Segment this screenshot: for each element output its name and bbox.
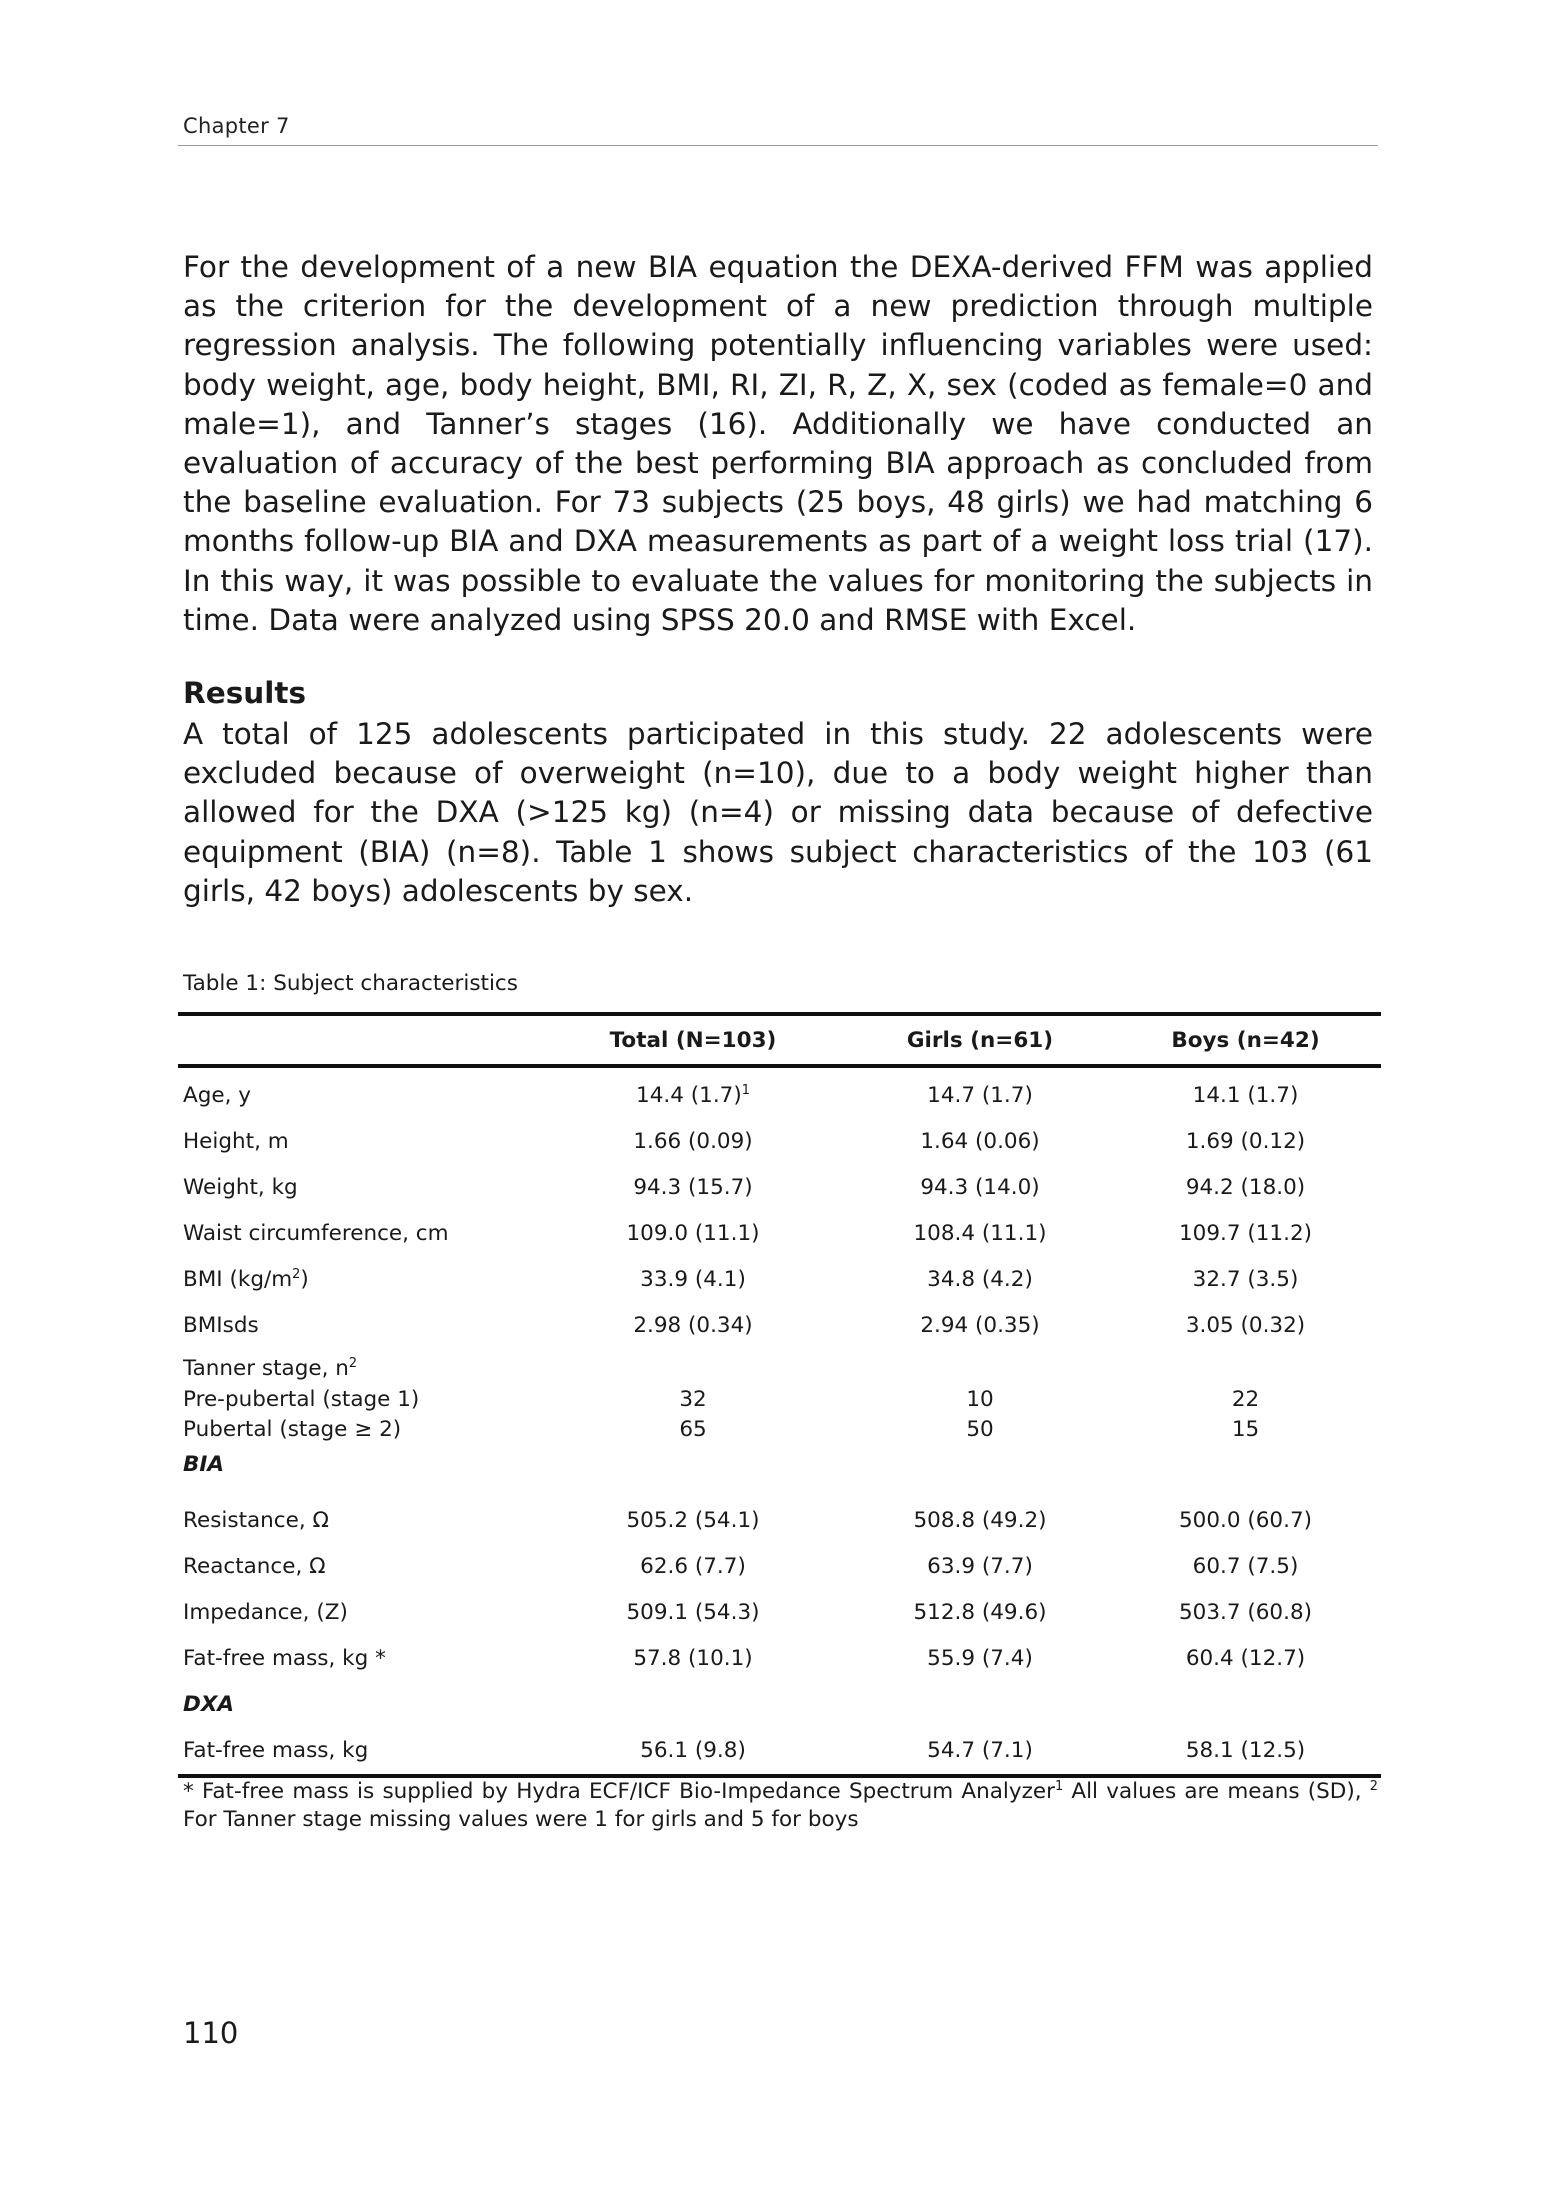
cell-total: 32 65 bbox=[679, 1386, 707, 1442]
row-label: Tanner stage, $n^2$ Pre-pubertal (stage 1) Pubertal (stage ≥ 2) bbox=[183, 1355, 420, 1442]
cell-girls: 55.9 (7.4) bbox=[927, 1646, 1033, 1671]
row-label: Weight, kg bbox=[183, 1174, 298, 1200]
column-header-total: Total (N=103) bbox=[536, 1014, 850, 1066]
cell-boys: 60.7 (7.5) bbox=[1192, 1554, 1299, 1579]
table-row bbox=[178, 1498, 1381, 1544]
row-label: BMIsds bbox=[183, 1312, 259, 1338]
table-caption: Table 1: Subject characteristics bbox=[183, 971, 518, 996]
cell-girls: 54.7 (7.1) bbox=[850, 1728, 1110, 1776]
column-header-blank bbox=[178, 1014, 536, 1066]
table-section-bia bbox=[178, 1452, 1381, 1498]
cell-girls: 10 50 bbox=[966, 1386, 994, 1442]
cell-girls: 512.8 (49.6) bbox=[913, 1600, 1047, 1625]
cell-boys: 58.1 (12.5) bbox=[1110, 1728, 1381, 1776]
header-rule bbox=[178, 145, 1378, 146]
cell-boys: 1.69 (0.12) bbox=[1185, 1128, 1306, 1154]
cell-total: 62.6 (7.7) bbox=[640, 1554, 746, 1579]
cell-boys: 22 15 bbox=[1231, 1386, 1260, 1442]
column-header-boys: Boys (n=42) bbox=[1110, 1014, 1381, 1066]
table-row bbox=[178, 1066, 1381, 1118]
cell-girls: 63.9 (7.7) bbox=[927, 1554, 1033, 1579]
subject-characteristics-table bbox=[178, 1012, 1381, 1778]
table-row bbox=[178, 1210, 1381, 1256]
row-label: BMI $(kg/m^2)$ bbox=[183, 1266, 309, 1292]
cell-total: 1.66 (0.09) bbox=[633, 1128, 753, 1154]
cell-girls: 108.4 (11.1) bbox=[913, 1220, 1047, 1246]
cell-total: 14.4 $(1.7)^1$ bbox=[636, 1082, 750, 1108]
row-label: Waist circumference, cm bbox=[183, 1220, 449, 1246]
table-header-row bbox=[178, 1014, 1381, 1066]
cell-girls: 508.8 (49.2) bbox=[913, 1508, 1047, 1533]
row-label: Height, m bbox=[183, 1128, 289, 1154]
cell-total: 509.1 (54.3) bbox=[626, 1600, 760, 1625]
cell-boys: 3.05 (0.32) bbox=[1185, 1312, 1306, 1338]
cell-girls: 1.64 (0.06) bbox=[920, 1128, 1040, 1154]
running-head: Chapter 7 bbox=[183, 114, 290, 138]
table-row bbox=[178, 1636, 1381, 1682]
cell-boys: 503.7 (60.8) bbox=[1178, 1600, 1313, 1625]
table-row bbox=[178, 1590, 1381, 1636]
cell-boys: 14.1 (1.7) bbox=[1192, 1082, 1299, 1108]
cell-total: 2.98 (0.34) bbox=[633, 1312, 753, 1338]
row-label: Reactance, Ω bbox=[183, 1554, 326, 1579]
cell-total: 505.2 (54.1) bbox=[626, 1508, 760, 1533]
table-row bbox=[178, 1118, 1381, 1164]
table-row-tanner bbox=[178, 1348, 1381, 1452]
section-label: DXA bbox=[183, 1692, 235, 1717]
cell-boys: 94.2 (18.0) bbox=[1185, 1174, 1306, 1200]
row-label: Fat-free mass, kg * bbox=[183, 1646, 386, 1671]
results-heading: Results bbox=[183, 676, 307, 710]
footnote-marker: 1 bbox=[741, 1082, 750, 1098]
cell-boys: 500.0 (60.7) bbox=[1178, 1508, 1313, 1533]
table-row bbox=[178, 1302, 1381, 1348]
cell-girls: 94.3 (14.0) bbox=[920, 1174, 1040, 1200]
cell-total: 109.0 (11.1) bbox=[626, 1220, 760, 1246]
cell-total: 33.9 (4.1) bbox=[640, 1266, 746, 1292]
cell-boys: 109.7 (11.2) bbox=[1178, 1220, 1313, 1246]
cell-boys: 32.7 (3.5) bbox=[1192, 1266, 1299, 1292]
table-row bbox=[178, 1256, 1381, 1302]
column-header-girls: Girls (n=61) bbox=[850, 1014, 1110, 1066]
table-row bbox=[178, 1164, 1381, 1210]
cell-total: 56.1 (9.8) bbox=[536, 1728, 850, 1776]
cell-girls: 14.7 (1.7) bbox=[927, 1082, 1033, 1108]
methods-paragraph: For the development of a new BIA equation the DEXA-derived FFM was applied as the criterion for the development of a new prediction through multiple regression analysis. The following potentially influencing variables were used: body weight, age, body height, BMI, RI, ZI, R, Z, X, sex (coded as female=0 and male=1), and Tanner’s stages (16). Additionally we have conducted an evaluation of accuracy of the best performing BIA approach as concluded from the baseline evaluation. For 73 subjects (25 boys, 48 girls) we had matching 6 months follow-up BIA and DXA measurements as part of a weight loss trial (17). In this way, it was possible to evaluate the values for monitoring the subjects in time. Data were analyzed using SPSS 20.0 and RMSE with Excel. bbox=[183, 250, 1373, 637]
row-label: Fat-free mass, kg bbox=[178, 1728, 536, 1776]
cell-total: 57.8 (10.1) bbox=[633, 1646, 753, 1671]
table-section-dxa bbox=[178, 1682, 1381, 1728]
cell-boys: 60.4 (12.7) bbox=[1185, 1646, 1306, 1671]
page-number: 110 bbox=[183, 2016, 239, 2050]
cell-girls: 34.8 (4.2) bbox=[927, 1266, 1033, 1292]
table-row bbox=[178, 1544, 1381, 1590]
row-label: Age, y bbox=[183, 1082, 251, 1108]
table-row bbox=[178, 1728, 1381, 1776]
section-label: BIA bbox=[183, 1451, 225, 1477]
row-label: Impedance, (Z) bbox=[183, 1600, 348, 1625]
row-label: Resistance, Ω bbox=[183, 1508, 329, 1533]
cell-girls: 2.94 (0.35) bbox=[920, 1312, 1040, 1338]
table-footnote: * Fat-free mass is supplied by Hydra ECF/ICF Bio-Impedance Spectrum Analyzer$^1$ All values are means (SD), $^2$ For Tanner stage missing values were 1 for girls and 5 for boys bbox=[183, 1778, 1378, 1832]
cell-total: 94.3 (15.7) bbox=[633, 1174, 753, 1200]
results-paragraph: A total of 125 adolescents participated in this study. 22 adolescents were excluded because of overweight (n=10), due to a body weight higher than allowed for the DXA (>125 kg) (n=4) or missing data because of defective equipment (BIA) (n=8). Table 1 shows subject characteristics of the 103 (61 girls, 42 boys) adolescents by sex. bbox=[183, 717, 1373, 908]
